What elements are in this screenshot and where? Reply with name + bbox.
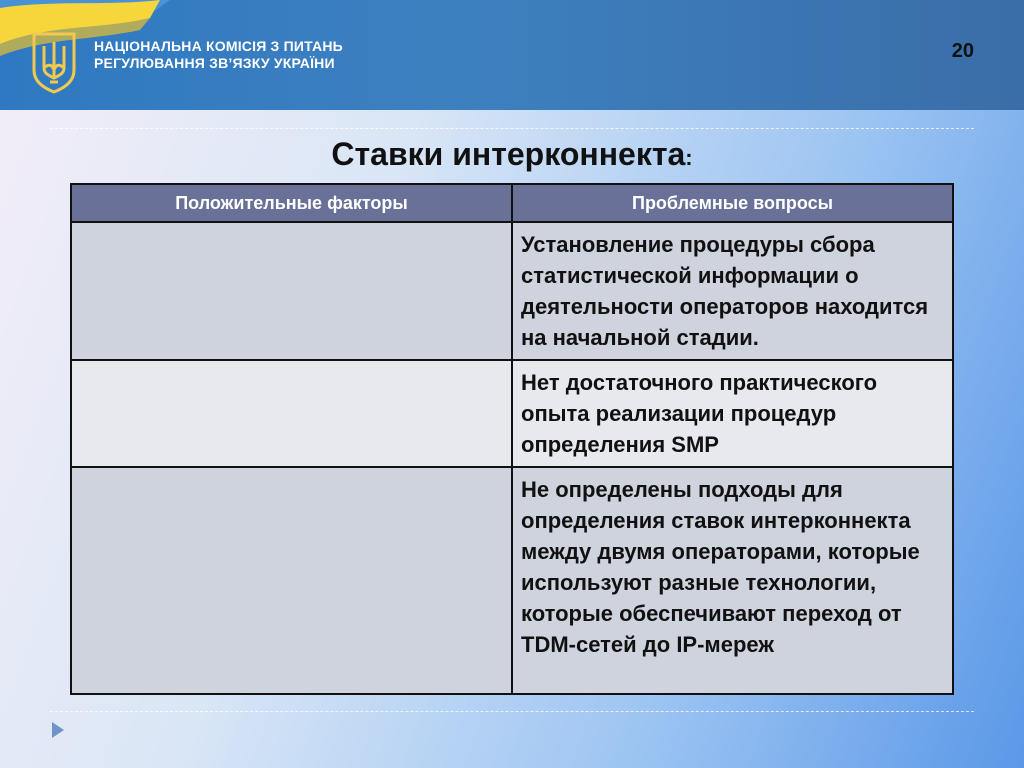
trident-emblem-icon [30,30,78,94]
slide-header [0,0,1024,110]
positive-cell [71,360,512,467]
table-row [71,222,953,360]
bottom-divider [50,711,974,712]
table-row [71,467,953,694]
table-header-row [71,184,953,222]
positive-cell [71,467,512,694]
problem-cell: Не определены подходы для определения ставок интерконнекта между двумя операторами, которые используют разные технологии, которые обеспечивают переход от TDM-сетей до IP-мереж [512,467,953,694]
problem-cell: Нет достаточного практического опыта реализации процедур определения SMP [512,360,953,467]
organization-name [94,38,343,72]
org-line-1: НАЦІОНАЛЬНА КОМІСІЯ З ПИТАНЬ [94,38,343,54]
slide-title [0,136,1024,173]
table-row [71,360,953,467]
slide-title-suffix: : [685,145,693,170]
org-line-2: РЕГУЛЮВАННЯ ЗВ’ЯЗКУ УКРАЇНИ [94,55,335,71]
header-problem-issues: Проблемные вопросы [512,184,953,222]
page-number: 20 [951,40,974,62]
top-divider [50,128,974,129]
header-positive-factors: Положительные факторы [71,184,512,222]
positive-cell [71,222,512,360]
play-arrow-icon[interactable] [50,720,66,740]
problem-cell: Установление процедуры сбора статистической информации о деятельности операторов находится на начальной стадии. [512,222,953,360]
interconnect-table [70,183,954,695]
slide-title-text: Ставки интерконнекта [331,136,686,172]
